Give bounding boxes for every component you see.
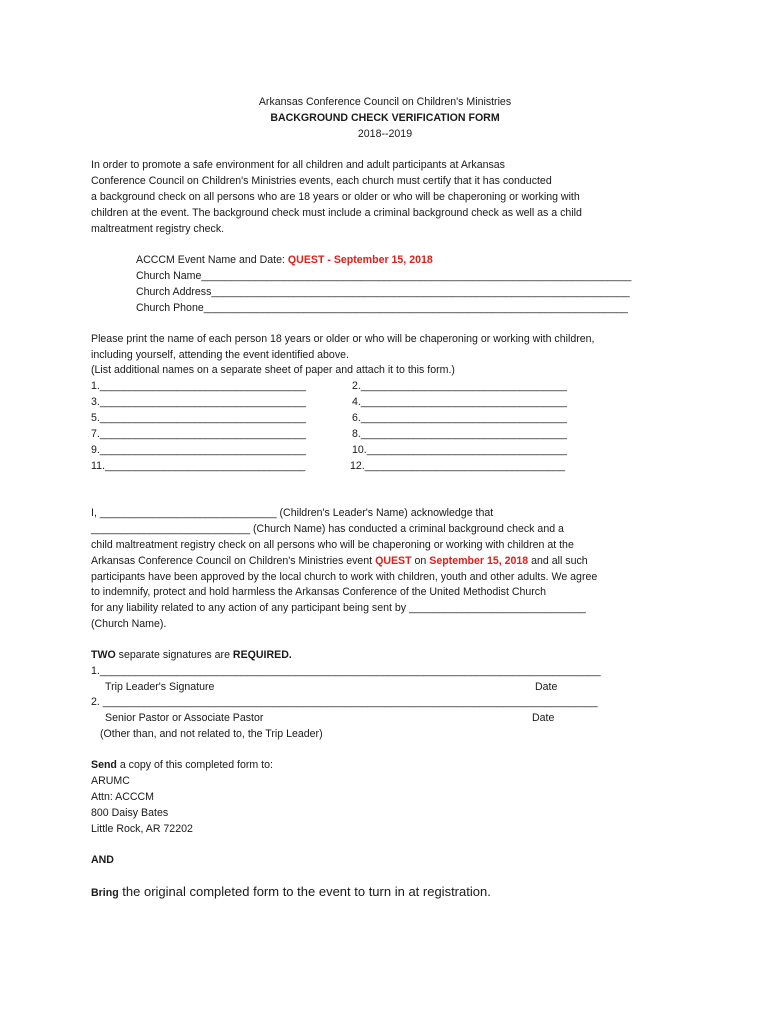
- name-line-1[interactable]: 1.___________________________________: [91, 380, 307, 392]
- address-line: Attn: ACCCM: [91, 791, 154, 803]
- event-label: ACCCM Event Name and Date:: [136, 254, 285, 266]
- name-line-4[interactable]: 4.___________________________________: [352, 396, 568, 408]
- name-line-10[interactable]: 10.__________________________________: [352, 444, 568, 456]
- ack-line: participants have been approved by the local church to work with children, youth and other adults. We agree: [91, 571, 598, 583]
- org-name: Arkansas Conference Council on Children's Ministries: [258, 96, 512, 108]
- heading-text: separate signatures are: [115, 649, 233, 661]
- ack-line: child maltreatment registry check on all persons who will be chaperoning or working with children at the: [91, 539, 574, 551]
- bring-rest: the original completed form to the event to turn in at registration.: [118, 884, 491, 899]
- intro-line: maltreatment registry check.: [91, 223, 225, 235]
- address-line: 800 Daisy Bates: [91, 807, 169, 819]
- event-line: [136, 252, 433, 268]
- ack-line: [91, 553, 588, 569]
- instruction-line: (List additional names on a separate sheet of paper and attach it to this form.): [91, 364, 455, 376]
- ack-date: September 15, 2018: [429, 555, 529, 567]
- name-line-9[interactable]: 9.___________________________________: [91, 444, 307, 456]
- trip-leader-label: Trip Leader's Signature: [105, 681, 215, 693]
- pastor-label: Senior Pastor or Associate Pastor: [105, 712, 264, 724]
- bring-line: [91, 884, 491, 901]
- ack-text: on: [411, 555, 430, 567]
- bring-bold: Bring: [91, 887, 119, 899]
- ack-line: ___________________________ (Church Name) has conducted a criminal background check and a: [91, 523, 564, 535]
- form-title: BACKGROUND CHECK VERIFICATION FORM: [270, 112, 500, 124]
- ack-text: Arkansas Conference Council on Children's Ministries event: [91, 555, 376, 567]
- date-label-2: Date: [532, 712, 555, 724]
- date-label-1: Date: [535, 681, 558, 693]
- church-address-field[interactable]: Church Address_______________________________________________________________________: [136, 286, 630, 298]
- send-rest: a copy of this completed form to:: [116, 759, 273, 771]
- form-years: 2018--2019: [357, 128, 413, 140]
- name-line-6[interactable]: 6.___________________________________: [352, 412, 568, 424]
- signature-line-2[interactable]: 2. ____________________________________________________________________________________: [91, 696, 598, 708]
- name-line-12[interactable]: 12.__________________________________: [350, 460, 566, 472]
- send-bold: Send: [91, 759, 117, 771]
- ack-line: for any liability related to any action of any participant being sent by ______________________________: [91, 602, 586, 614]
- send-heading: [91, 757, 273, 773]
- name-line-8[interactable]: 8.___________________________________: [352, 428, 568, 440]
- name-line-11[interactable]: 11.__________________________________: [91, 460, 306, 472]
- name-line-5[interactable]: 5.___________________________________: [91, 412, 307, 424]
- intro-line: Conference Council on Children's Ministries events, each church must certify that it has conducted: [91, 175, 552, 187]
- ack-line: (Church Name).: [91, 618, 167, 630]
- ack-text: and all such: [528, 555, 588, 567]
- intro-line: a background check on all persons who are 18 years or older or who will be chaperoning or working with: [91, 191, 580, 203]
- address-line: ARUMC: [91, 775, 130, 787]
- two-text: TWO: [91, 649, 116, 661]
- signatures-heading: [91, 647, 292, 663]
- and-text: AND: [91, 854, 114, 866]
- pastor-note: (Other than, and not related to, the Trip Leader): [100, 728, 323, 740]
- ack-line: I, ______________________________ (Children's Leader's Name) acknowledge that: [91, 507, 494, 519]
- signature-line-1[interactable]: 1._____________________________________________________________________________________: [91, 665, 601, 677]
- required-text: REQUIRED.: [232, 649, 292, 661]
- church-name-field[interactable]: Church Name_________________________________________________________________________: [136, 270, 632, 282]
- name-line-3[interactable]: 3.___________________________________: [91, 396, 307, 408]
- ack-line: to indemnify, protect and hold harmless the Arkansas Conference of the United Methodist Church: [91, 586, 546, 598]
- event-value: QUEST - September 15, 2018: [287, 254, 433, 266]
- intro-line: In order to promote a safe environment for all children and adult participants at Arkansas: [91, 159, 505, 171]
- name-line-7[interactable]: 7.___________________________________: [91, 428, 307, 440]
- intro-line: children at the event. The background check must include a criminal background check as well as a child: [91, 207, 582, 219]
- church-phone-field[interactable]: Church Phone________________________________________________________________________: [136, 302, 628, 314]
- name-line-2[interactable]: 2.___________________________________: [352, 380, 568, 392]
- ack-event: QUEST: [375, 555, 412, 567]
- instruction-line: Please print the name of each person 18 years or older or who will be chaperoning or working with children,: [91, 333, 595, 345]
- instruction-line: including yourself, attending the event identified above.: [91, 349, 349, 361]
- address-line: Little Rock, AR 72202: [91, 823, 193, 835]
